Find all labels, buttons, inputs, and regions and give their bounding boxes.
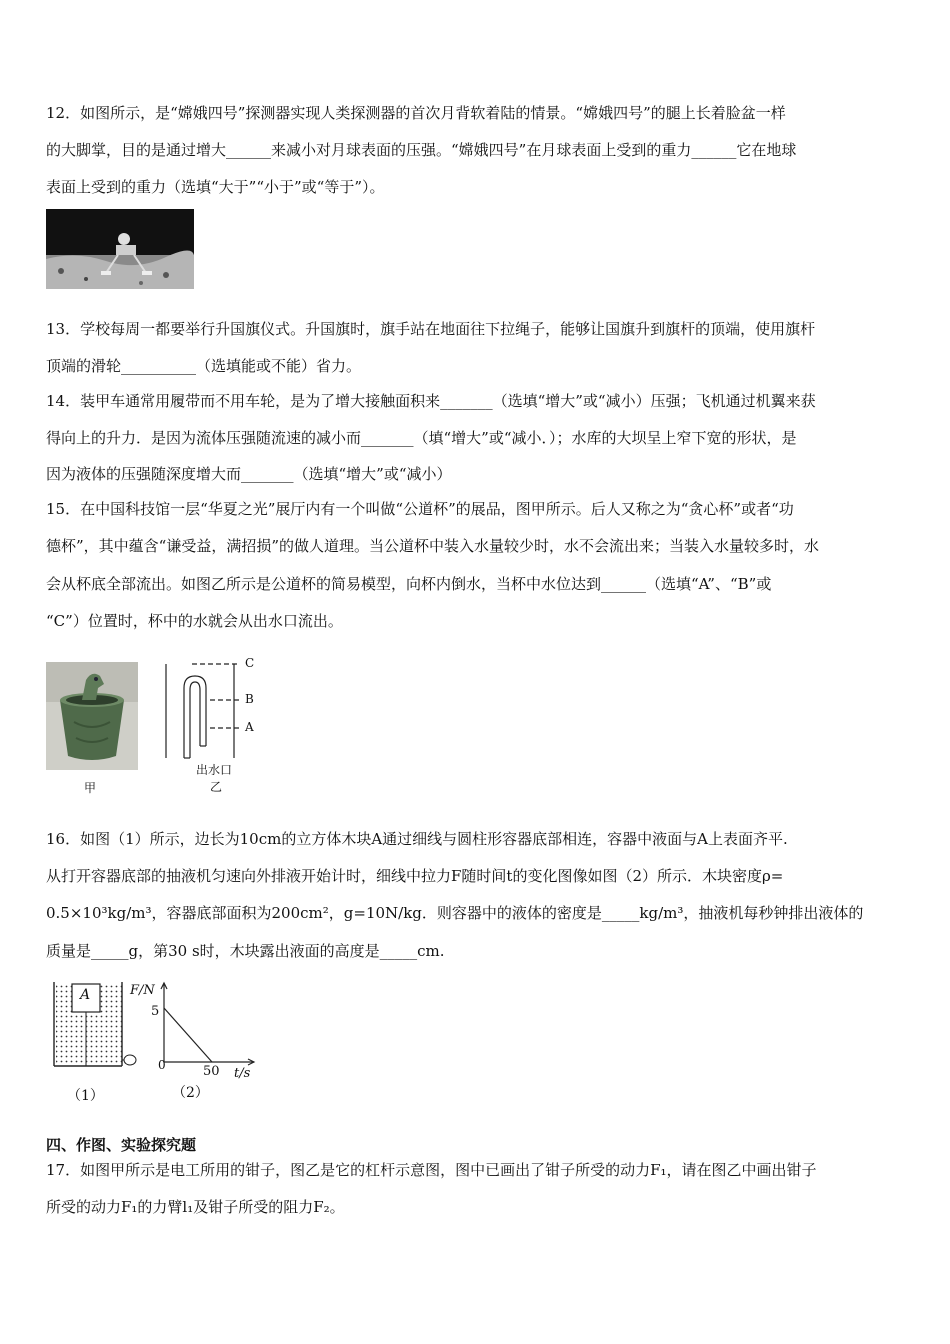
q17-line-2: 所受的动力F₁的力臂l₁及钳子所受的阻力F₂。 — [46, 1198, 345, 1216]
gongdao-cup-model — [162, 654, 262, 764]
caption-fig-1: （1） — [67, 1088, 104, 1104]
q13-line-1: 13．学校每周一都要举行升国旗仪式。升国旗时，旗手站在地面往下拉绳子，能够让国旗升到旗杆的顶端，使用旗杆 — [46, 320, 816, 338]
q12-line-1: 12．如图所示，是“嫦娥四号”探测器实现人类探测器的首次月背软着陆的情景。“嫦娥四号”的腿上长着脸盆一样 — [46, 104, 786, 122]
q16-line-2: 从打开容器底部的抽液机匀速向外排液开始计时，细线中拉力F随时间t的变化图像如图（2）所示．木块密度ρ= — [46, 867, 784, 885]
outlet-label: 出水口 — [196, 763, 233, 777]
q15-line-3: 会从杯底全部流出。如图乙所示是公道杯的简易模型，向杯内倒水，当杯中水位达到______（选填“A”、“B”或 — [46, 575, 772, 593]
q16-line-4: 质量是_____g，第30 s时，木块露出液面的高度是_____cm. — [46, 942, 445, 960]
gongdao-cup-photo — [46, 662, 138, 770]
q14-line-3: 因为液体的压强随深度增大而_______（选填“增大”或“减小） — [46, 465, 452, 483]
q16-line-3: 0.5×10³kg/m³，容器底部面积为200cm²，g=10N/kg．则容器中的液体的密度是_____kg/m³，抽液机每秒钟排出液体的 — [46, 904, 864, 922]
q15-line-2: 德杯”，其中蕴含“谦受益，满招损”的做人道理。当公道杯中装入水量较少时，水不会流出来；当装入水量较多时，水 — [46, 537, 820, 555]
q15-line-4: “C”）位置时，杯中的水就会从出水口流出。 — [46, 612, 343, 630]
y-axis-label: F/N — [130, 983, 155, 998]
level-label-c: C — [245, 656, 255, 670]
q14-line-1: 14．装甲车通常用履带而不用车轮，是为了增大接触面积来_______（选填“增大”或“减小）压强；飞机通过机翼来获 — [46, 392, 816, 410]
q14-line-2: 得向上的升力．是因为流体压强随流速的减小而_______（填“增大”或“减小．）；水库的大坝呈上窄下宽的形状，是 — [46, 429, 797, 447]
section-4-title: 四、作图、实验探究题 — [46, 1136, 197, 1154]
q12-line-3: 表面上受到的重力（选填“大于”“小于”或“等于”）。 — [46, 178, 385, 196]
x-tick-50: 50 — [203, 1064, 220, 1079]
q12-line-2: 的大脚掌，目的是通过增大______来减小对月球表面的压强。“嫦娥四号”在月球表面上受到的重力______它在地球 — [46, 141, 797, 159]
q15-line-1: 15．在中国科技馆一层“华夏之光”展厅内有一个叫做“公道杯”的展品，图甲所示。后人又称之为“贪心杯”或者“功 — [46, 500, 794, 518]
caption-fig-2: （2） — [172, 1085, 209, 1101]
change4-lander-photo — [46, 209, 194, 289]
caption-jia: 甲 — [84, 781, 97, 795]
block-label-a: A — [80, 987, 91, 1003]
q16-line-1: 16．如图（1）所示，边长为10cm的立方体木块A通过细线与圆柱形容器底部相连，容器中液面与A上表面齐平. — [46, 830, 788, 848]
level-label-a: A — [245, 720, 254, 734]
y-tick-5: 5 — [151, 1004, 160, 1019]
origin-label: 0 — [158, 1058, 166, 1072]
q17-line-1: 17．如图甲所示是电工所用的钳子，图乙是它的杠杆示意图，图中已画出了钳子所受的动力F₁，请在图乙中画出钳子 — [46, 1161, 817, 1179]
caption-yi: 乙 — [210, 780, 223, 794]
x-axis-label: t/s — [234, 1066, 251, 1081]
level-label-b: B — [245, 692, 254, 706]
container-figure — [50, 980, 140, 1072]
q13-line-2: 顶端的滑轮__________（选填能或不能）省力。 — [46, 357, 362, 375]
